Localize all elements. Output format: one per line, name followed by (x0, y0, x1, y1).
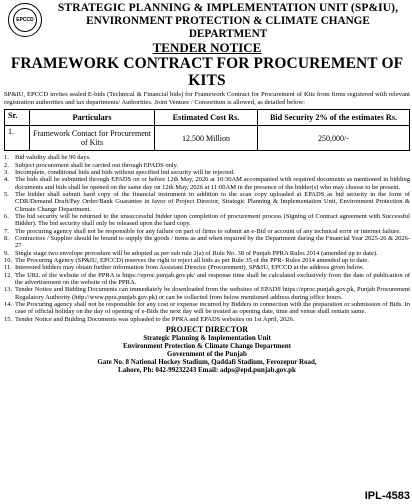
term-item (4, 235, 410, 250)
notice-subtitle: FRAMEWORK CONTRACT FOR PROCUREMENT OF KITS (10, 55, 404, 89)
col-header-sr: Sr. (5, 110, 30, 126)
notice-banner (4, 41, 410, 89)
term-text: The bid security will be returned to the unsuccessful bidder upon completion of procurement process (Signing of Contract agreement with Successful Bidder). The bid security shall only be released upon the hard copy. (15, 212, 410, 228)
cell-sr: 1. (5, 126, 30, 151)
term-item (4, 250, 410, 257)
cell-bid-security: 250,000/- (258, 126, 410, 151)
intro-paragraph: SP&IU, EPCCD invites sealed E-bids (Technical & Financial bids) for Framework Contract for Procurement of Kits from firms registered with relevant registration authorities and tax departments/ Authorities. Joint Venture / Consortium is allowed, as detailed below: (4, 91, 410, 106)
tender-table (4, 109, 410, 151)
footer-government: Government of the Punjab (167, 350, 247, 359)
logo-text: EPCCD (16, 17, 34, 23)
term-item (4, 316, 410, 323)
term-item (4, 154, 410, 161)
footer-department: Environment Protection & Climate Change Department (123, 342, 291, 351)
term-text: Subject procurement shall be carried out through EPADS only. (15, 161, 179, 169)
term-number: 1. (4, 154, 9, 162)
tender-notice-page (4, 2, 410, 502)
term-text: Tender Notice and Bidding Documents can immediately be downloaded from the websites of EPADS https://eproc.punjab.gov.pk, Punjab Procurement Regulatory Authority (http://www.ppra.punjab.gov.pk) or can be collected from below mentioned address during office hours. (15, 286, 410, 301)
term-item (4, 191, 410, 213)
table-header-row (5, 110, 410, 126)
term-text: Bid validity shall be 90 days. (15, 154, 91, 162)
term-text: The procuring agency shall not be responsible for any failure on part of firms to submit an e-Bid or account of any technical error or internet failure. (15, 227, 401, 235)
term-item (4, 286, 410, 301)
term-text: Interested bidders may obtain further information from Assistant Director (Procurement), SP&IU, EPCCD at the address given below. (15, 264, 364, 272)
header (4, 2, 410, 40)
term-number: 11. (4, 264, 12, 272)
term-number: 8. (4, 234, 9, 242)
term-number: 9. (4, 249, 9, 257)
term-text: The URL of the website of the PPRA is https://eproc.punjab.gov.pk/ and response time shall be calculated exclusively from the date of publication of the advertisement on the website of the PPRA. (15, 271, 410, 287)
term-number: 5. (4, 190, 9, 198)
footer-address-line: Gate No. 8 National Hockey Stadium, Qaddafi Stadium, Ferozepur Road, (97, 358, 317, 367)
organization-name (46, 2, 410, 41)
cell-particulars: Framework Contact for Procurement of Kits (30, 126, 155, 151)
term-text: Tender Notice and Bidding Documents was uploaded to the PPRA and EPADS websites on 1st April, 2026. (15, 315, 295, 323)
term-item (4, 176, 410, 191)
term-number: 7. (4, 227, 9, 235)
term-item (4, 272, 410, 287)
table-row (5, 126, 410, 151)
term-item (4, 169, 410, 176)
term-item (4, 264, 410, 271)
footer-contact: Lahore, Ph: 042-99232243 Email: adps@epd.punjab.gov.pk (118, 366, 296, 375)
epccd-logo (8, 3, 42, 37)
cell-cost: 12.500 Million (155, 126, 258, 151)
col-header-bid-security: Bid Security 2% of the estimates Rs. (258, 110, 410, 126)
term-text: Contractors / Supplier should be bound to supply the goods / items as and when required by the Department during the Financial Year 2025-26 & 2026-27 (15, 234, 410, 250)
term-text: The Procuring agency shall not be responsible for any cost or expense incurred by Bidders in connection with the preparation or submission of Bids. In case of official holiday on the day of opening of e-Bids the next day will be treated as opening date, time and venue shall remain same. (15, 301, 410, 316)
term-item (4, 162, 410, 169)
term-number: 2. (4, 161, 9, 169)
term-number: 12. (4, 271, 13, 279)
org-line-2: ENVIRONMENT PROTECTION & CLIMATE CHANGE DEPARTMENT (86, 15, 370, 40)
term-number: 4. (4, 176, 9, 184)
term-item (4, 228, 410, 235)
org-line-1: STRATEGIC PLANNING & IMPLEMENTATION UNIT (SP&IU), (57, 2, 399, 14)
terms-list (4, 154, 410, 323)
footer-unit: Strategic Planning & Implementation Unit (143, 334, 271, 343)
col-header-particulars: Particulars (30, 110, 155, 126)
term-number: 15. (4, 315, 13, 323)
term-text: Incomplete, conditional bids and bids without specified bid security will be rejected. (15, 168, 235, 176)
term-number: 6. (4, 212, 9, 220)
footer-address (4, 326, 410, 374)
term-text: Single stage two envelope procedure will be adopted as per sub rule 2(a) of Rule No. 38 of Punjab PPRA Rules 2014 (amended up to date). (15, 249, 378, 257)
term-number: 14. (4, 301, 13, 309)
notice-title: TENDER NOTICE (152, 40, 262, 55)
term-number: 3. (4, 168, 9, 176)
term-item (4, 257, 410, 264)
logo-inner-ring (13, 8, 37, 32)
footer-designation: PROJECT DIRECTOR (165, 325, 249, 335)
term-item (4, 213, 410, 228)
col-header-cost: Estimated Cost Rs. (155, 110, 258, 126)
term-number: 13. (4, 286, 13, 294)
ad-code: IPL-4583 (364, 490, 410, 502)
term-item (4, 301, 410, 316)
term-text: The bids shall be submitted through EPADS on or before 12th May, 2026 at 10:30AM accompanied with required documents as mentioned in bidding documents and bids shall be opened on the same day on 12th May, 2026 at 11:00AM in the presence of the bidder(s) who may choose to be present. (15, 176, 410, 191)
term-number: 10. (4, 257, 13, 264)
term-text: The Procuring Agency (SP&IU, EPCCD) reserves the right to reject all bids as per Rule 35 of the PPR- Rules 2014 amended up to date. (15, 257, 369, 264)
term-text: The bidder shall submit hard copy of the financial instrument in addition to the scan copy uploaded at EPADS as bid security in the form of CDR/Demand Draft/Pay Order/Bank Guarantee in favor of Project Director, Strategic Planning & Implementation Unit, Environment Protection & Climate Change Department. (15, 190, 410, 213)
